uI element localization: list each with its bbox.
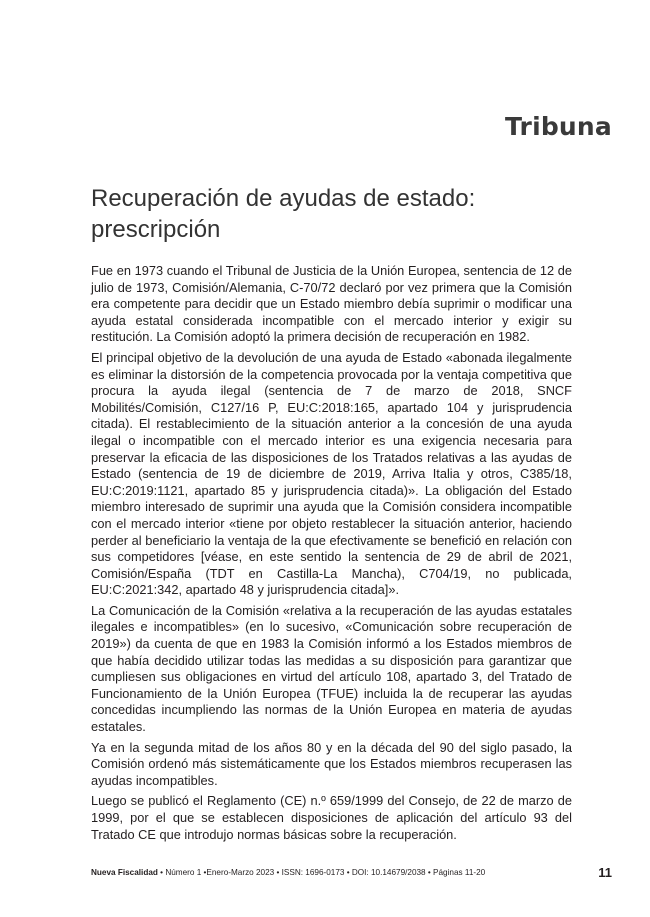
paragraph-4: Ya en la segunda mitad de los años 80 y en la década del 90 del siglo pasado, la Comisión ordenó más sistemáticamente que los Estados miembros recuperasen las ayudas incompatibles.	[91, 739, 572, 788]
article-title-line-1: Recuperación de ayudas de estado:	[91, 185, 476, 212]
article-body	[91, 263, 572, 847]
journal-name: Nueva Fiscalidad	[91, 868, 158, 877]
section-label: Tribuna	[505, 112, 612, 141]
article-title-line-2: prescripción	[91, 216, 221, 243]
paragraph-1: Fue en 1973 cuando el Tribunal de Justicia de la Unión Europea, sentencia de 12 de julio de 1973, Comisión/Alemania, C-70/72 declaró por vez primera que la Comisión era competente para decidir que un Estado miembro debía suprimir o modificar una ayuda estatal considerada incompatible con el mercado interior y exigir su restitución. La Comisión adoptó la primera decisión de recuperación en 1982.	[91, 263, 572, 345]
footer-citation	[91, 868, 485, 877]
paragraph-2: El principal objetivo de la devolución de una ayuda de Estado «abonada ilegalmente es eliminar la distorsión de la competencia provocada por la ventaja competitiva que procura la ayuda ilegal (sentencia de 7 de marzo de 2018, SNCF Mobilités/Comisión, C127/16 P, EU:C:2018:165, apartado 104 y jurisprudencia citada). El restablecimiento de la situación anterior a la concesión de una ayuda ilegal o incompatible con el mercado interior es una exigencia necesaria para preservar la eficacia de las disposiciones de los Tratados relativas a las ayudas de Estado (sentencia de 19 de diciembre de 2019, Arriva Italia y otros, C385/18, EU:C:2019:1121, apartado 85 y jurisprudencia citada)». La obligación del Estado miembro interesado de suprimir una ayuda que la Comisión considera incompatible con el mercado interior «tiene por objeto restablecer la situación anterior, haciendo perder al beneficiario la ventaja de la que efectivamente se benefició en relación con sus competidores [véase, en este sentido la sentencia de 29 de abril de 2021, Comisión/España (TDT en Castilla-La Mancha), C704/19, no publicada, EU:C:2021:342, apartado 48 y jurisprudencia citada]».	[91, 349, 572, 598]
paragraph-5: Luego se publicó el Reglamento (CE) n.º 659/1999 del Consejo, de 22 de marzo de 1999, por el que se establecen disposiciones de aplicación del artículo 93 del Tratado CE que introdujo normas básicas sobre la recuperación.	[91, 793, 572, 842]
article-title	[91, 183, 571, 245]
issue-details: • Número 1 •Enero-Marzo 2023 • ISSN: 1696-0173 • DOI: 10.14679/2038 • Páginas 11-20	[157, 868, 486, 877]
page-number: 11	[598, 865, 612, 880]
page-footer	[91, 865, 612, 882]
paragraph-3: La Comunicación de la Comisión «relativa a la recuperación de las ayudas estatales ilegales e incompatibles» (en lo sucesivo, «Comunicación sobre recuperación de 2019») da cuenta de que en 1983 la Comisión informó a los Estados miembros de que había decidido utilizar todas las medidas a su disposición para garantizar que cumpliesen sus obligaciones en virtud del artículo 108, apartado 3, del Tratado de Funcionamiento de la Unión Europea (TFUE) incluida la de recuperar las ayudas concedidas incumpliendo las normas de la Unión Europea en materia de ayudas estatales.	[91, 602, 572, 735]
